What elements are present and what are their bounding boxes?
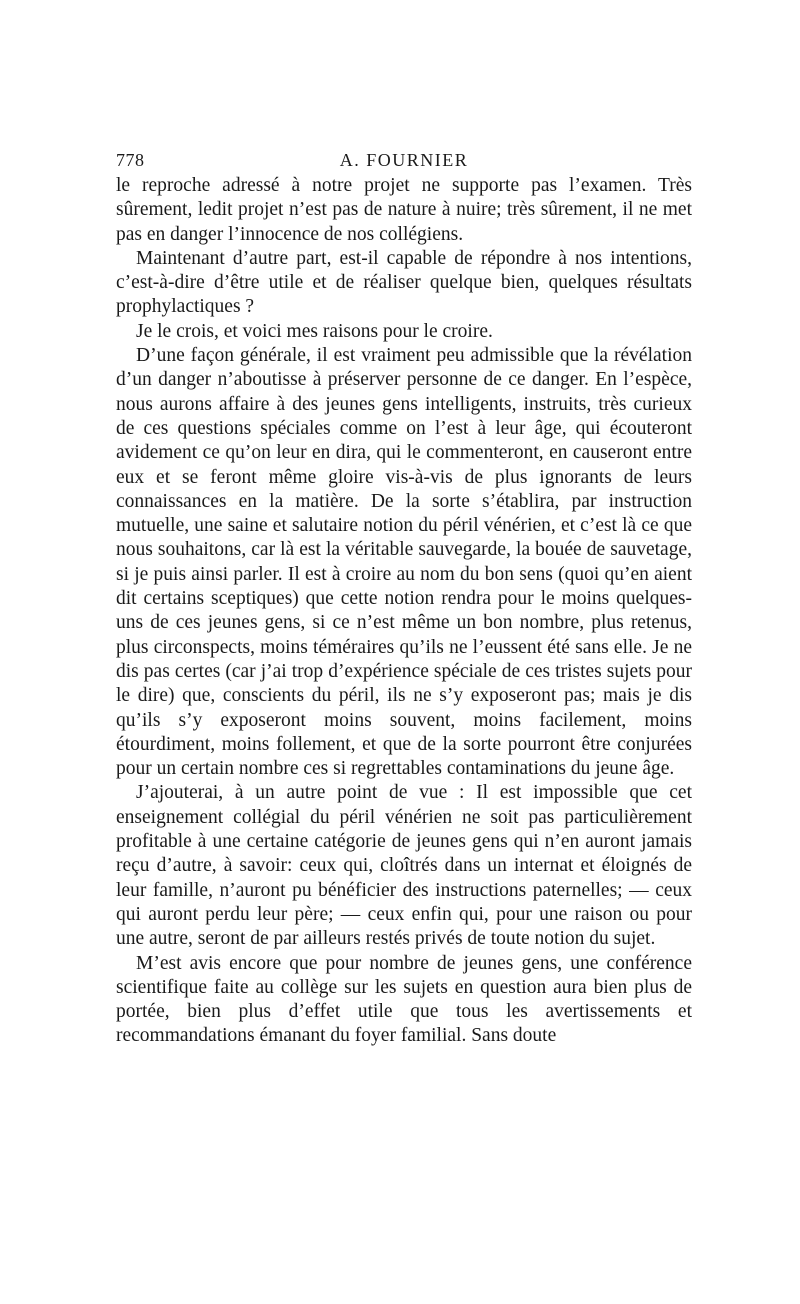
running-head-author: A. FOURNIER — [339, 150, 469, 170]
paragraph: J’ajouterai, à un autre point de vue : Il est impossible que cet enseignement collégial du péril vénérien ne soit pas particulièrement profitable à une certaine catégorie de jeunes gens qui n’en auront jamais reçu d’autre, à savoir: ceux qui, cloîtrés dans un internat et éloignés de leur famille, n’auront pu bénéficier des instructions paternelles; — ceux qui auront perdu leur père; — ceux enfin qui, pour une raison ou pour une autre, seront de par ailleurs restés privés de toute notion du sujet. — [116, 782, 692, 950]
running-head — [116, 150, 692, 174]
book-page — [110, 0, 695, 1304]
paragraph: D’une façon générale, il est vraiment peu admissible que la révélation d’un danger n’aboutisse à préserver personne de ce danger. En l’espèce, nous aurons affaire à des jeunes gens intelligents, instruits, très curieux de ces questions spéciales comme on l’est à leur âge, qui écouteront avidement ce qu’on leur en dira, qui le commenteront, en causeront entre eux et se feront même gloire vis-à-vis de plus ignorants de leurs connaissances en la matière. De la sorte s’établira, par instruction mutuelle, une saine et salutaire notion du péril vénérien, et c’est là ce que nous souhaitons, car là est la véritable sauvegarde, la bouée de sauvetage, si je puis ainsi parler. Il est à croire au nom du bon sens (quoi qu’en aient dit certains sceptiques) que cette notion rendra pour le moins quelques-uns de ces jeunes gens, si ce n’est même un bon nombre, plus retenus, plus circonspects, moins téméraires qu’ils ne l’eussent été sans elle. Je ne dis pas certes (car j’ai trop d’expérience spéciale de ces tristes sujets pour le dire) que, conscients du péril, ils ne s’y exposeront pas; mais je dis qu’ils s’y exposeront moins souvent, moins facilement, moins étourdiment, moins follement, et que de la sorte pourront être conjurées pour un certain nombre ces si regrettables contaminations du jeune âge. — [116, 345, 692, 780]
body-text — [116, 174, 692, 1049]
paragraph: le reproche adressé à notre projet ne supporte pas l’examen. Très sûrement, ledit projet n’est pas de nature à nuire; très sûrement, il ne met pas en danger l’innocence de nos collégiens. — [116, 175, 692, 245]
paragraph: M’est avis encore que pour nombre de jeunes gens, une conférence scientifique faite au collège sur les sujets en question aura bien plus de portée, bien plus d’effet utile que tous les avertissements et recommandations émanant du foyer familial. Sans doute — [116, 952, 692, 1047]
page-number: 778 — [116, 150, 145, 170]
paragraph: Maintenant d’autre part, est-il capable de répondre à nos intentions, c’est-à-dire d’être utile et de réaliser quelque bien, quelques résultats prophylactiques ? — [116, 247, 692, 318]
paragraph: Je le crois, et voici mes raisons pour le croire. — [136, 320, 493, 342]
